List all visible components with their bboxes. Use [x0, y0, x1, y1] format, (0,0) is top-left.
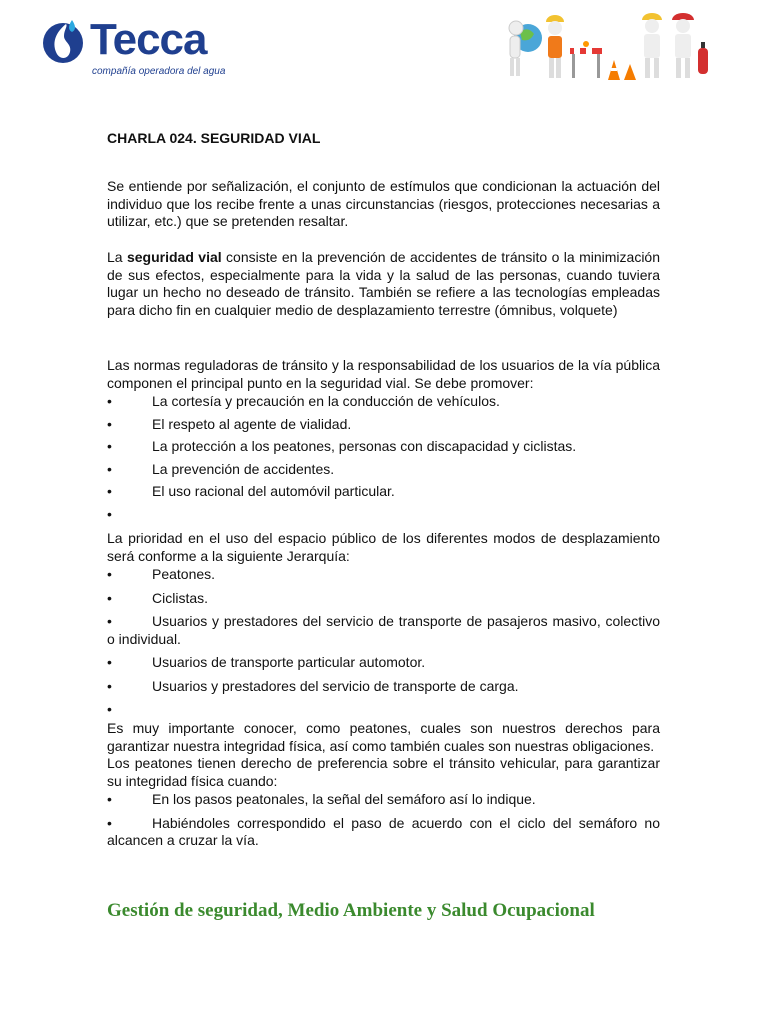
- list-item-text: Ciclistas.: [152, 589, 209, 606]
- norms-intro: Las normas reguladoras de tránsito y la responsabilidad de los usuarios de la vía pública componen el principal punto en la seguridad vial. Se debe promover:: [107, 357, 660, 391]
- worker-helmet: [642, 13, 662, 78]
- bullet: •: [107, 460, 112, 477]
- list-item: [107, 416, 660, 434]
- tecca-logo: [38, 12, 238, 84]
- pedestrian-section: [107, 720, 660, 850]
- preference-text: Los peatones tienen derecho de preferencia sobre el tránsito vehicular, para garantizar su integridad física cuando:: [107, 755, 660, 789]
- bullet: •: [107, 654, 112, 670]
- list-item-text: Usuarios y prestadores del servicio de transporte de carga.: [152, 677, 519, 694]
- brand-tagline: compañía operadora del agua: [92, 66, 226, 77]
- intro-text: Se entiende por señalización, el conjunto de estímulos que condicionan la actuación del individuo que los recibe frente a unas circunstancias (riesgos, protecciones necesarias a utilizar, etc.) que se pretenden resaltar.: [107, 178, 660, 229]
- footer-heading: Gestión de seguridad, Medio Ambiente y Salud Ocupacional: [107, 900, 595, 921]
- bullet: •: [107, 438, 112, 454]
- intro-paragraph: [107, 178, 660, 231]
- bullet: •: [107, 415, 112, 432]
- list-item: [107, 566, 660, 584]
- list-item-text: En los pasos peatonales, la señal del semáforo así lo indique.: [152, 791, 536, 807]
- list-item: [107, 461, 660, 479]
- bullet: •: [107, 677, 112, 694]
- definition-paragraph: [107, 249, 660, 319]
- water-drop-logo-icon: [42, 16, 84, 66]
- barrier: [570, 41, 602, 78]
- list-item: [107, 613, 660, 648]
- bullet: •: [107, 701, 112, 717]
- list-item-text: La cortesía y precaución en la conducción de vehículos.: [152, 393, 500, 409]
- globe-figure: [509, 21, 542, 76]
- list-item: [107, 654, 660, 672]
- empty-list-item: [107, 506, 660, 524]
- brand-name: Tecca: [90, 15, 207, 64]
- norms-section: [107, 357, 660, 523]
- list-item-text: Habiéndoles correspondido el paso de acuerdo con el ciclo del semáforo no alcancen a cruzar la vía.: [107, 814, 660, 848]
- list-item: [107, 590, 660, 608]
- firefighter-extinguisher: [672, 13, 708, 78]
- list-item: [107, 791, 660, 809]
- definition-term: seguridad vial: [126, 249, 222, 265]
- list-item-text: El respeto al agente de vialidad.: [152, 415, 352, 432]
- list-item-text: Peatones.: [152, 566, 216, 582]
- bullet: •: [107, 393, 112, 409]
- pedestrian-text: Es muy importante conocer, como peatones, cuales son nuestros derechos para garantizar nuestra integridad física, así como también cuales son nuestras obligaciones.: [107, 720, 660, 754]
- bullet: •: [107, 791, 112, 807]
- list-item-text: Usuarios de transporte particular automotor.: [152, 654, 426, 670]
- list-item-text: La protección a los peatones, personas con discapacidad y ciclistas.: [152, 438, 577, 454]
- empty-list-item: [107, 701, 660, 719]
- priority-section: [107, 530, 660, 719]
- traffic-cones: [608, 60, 636, 80]
- list-item-text: El uso racional del automóvil particular.: [152, 483, 395, 499]
- list-item: [107, 438, 660, 456]
- worker-orange-vest: [546, 15, 564, 78]
- list-item-text: La prevención de accidentes.: [152, 460, 335, 477]
- list-item-text: Usuarios y prestadores del servicio de transporte de pasajeros masivo, colectivo o individual.: [107, 613, 660, 647]
- safety-workers-illustration: [500, 8, 730, 86]
- definition-lead: La: [107, 249, 127, 265]
- bullet: •: [107, 505, 112, 522]
- definition-rest: consiste en la prevención de accidentes de tránsito o la minimización de sus efectos, especialmente para la vida y la salud de las personas, cuando tuviera lugar un hecho no deseado de tránsito. También se refiere a las tecnologías empleadas para dicho fin en cualquier medio de desplazamiento terrestre (ómnibus, volquete): [107, 249, 660, 318]
- list-item: [107, 393, 660, 411]
- list-item: [107, 815, 660, 850]
- priority-intro: La prioridad en el uso del espacio público de los diferentes modos de desplazamiento será conforme a la siguiente Jerarquía:: [107, 530, 660, 564]
- bullet: •: [107, 613, 112, 629]
- list-item: [107, 678, 660, 696]
- bullet: •: [107, 589, 112, 606]
- document-title: CHARLA 024. SEGURIDAD VIAL: [107, 130, 321, 146]
- bullet: •: [107, 814, 112, 831]
- bullet: •: [107, 483, 112, 499]
- bullet: •: [107, 566, 112, 582]
- list-item: [107, 483, 660, 501]
- definition-text: [107, 249, 660, 319]
